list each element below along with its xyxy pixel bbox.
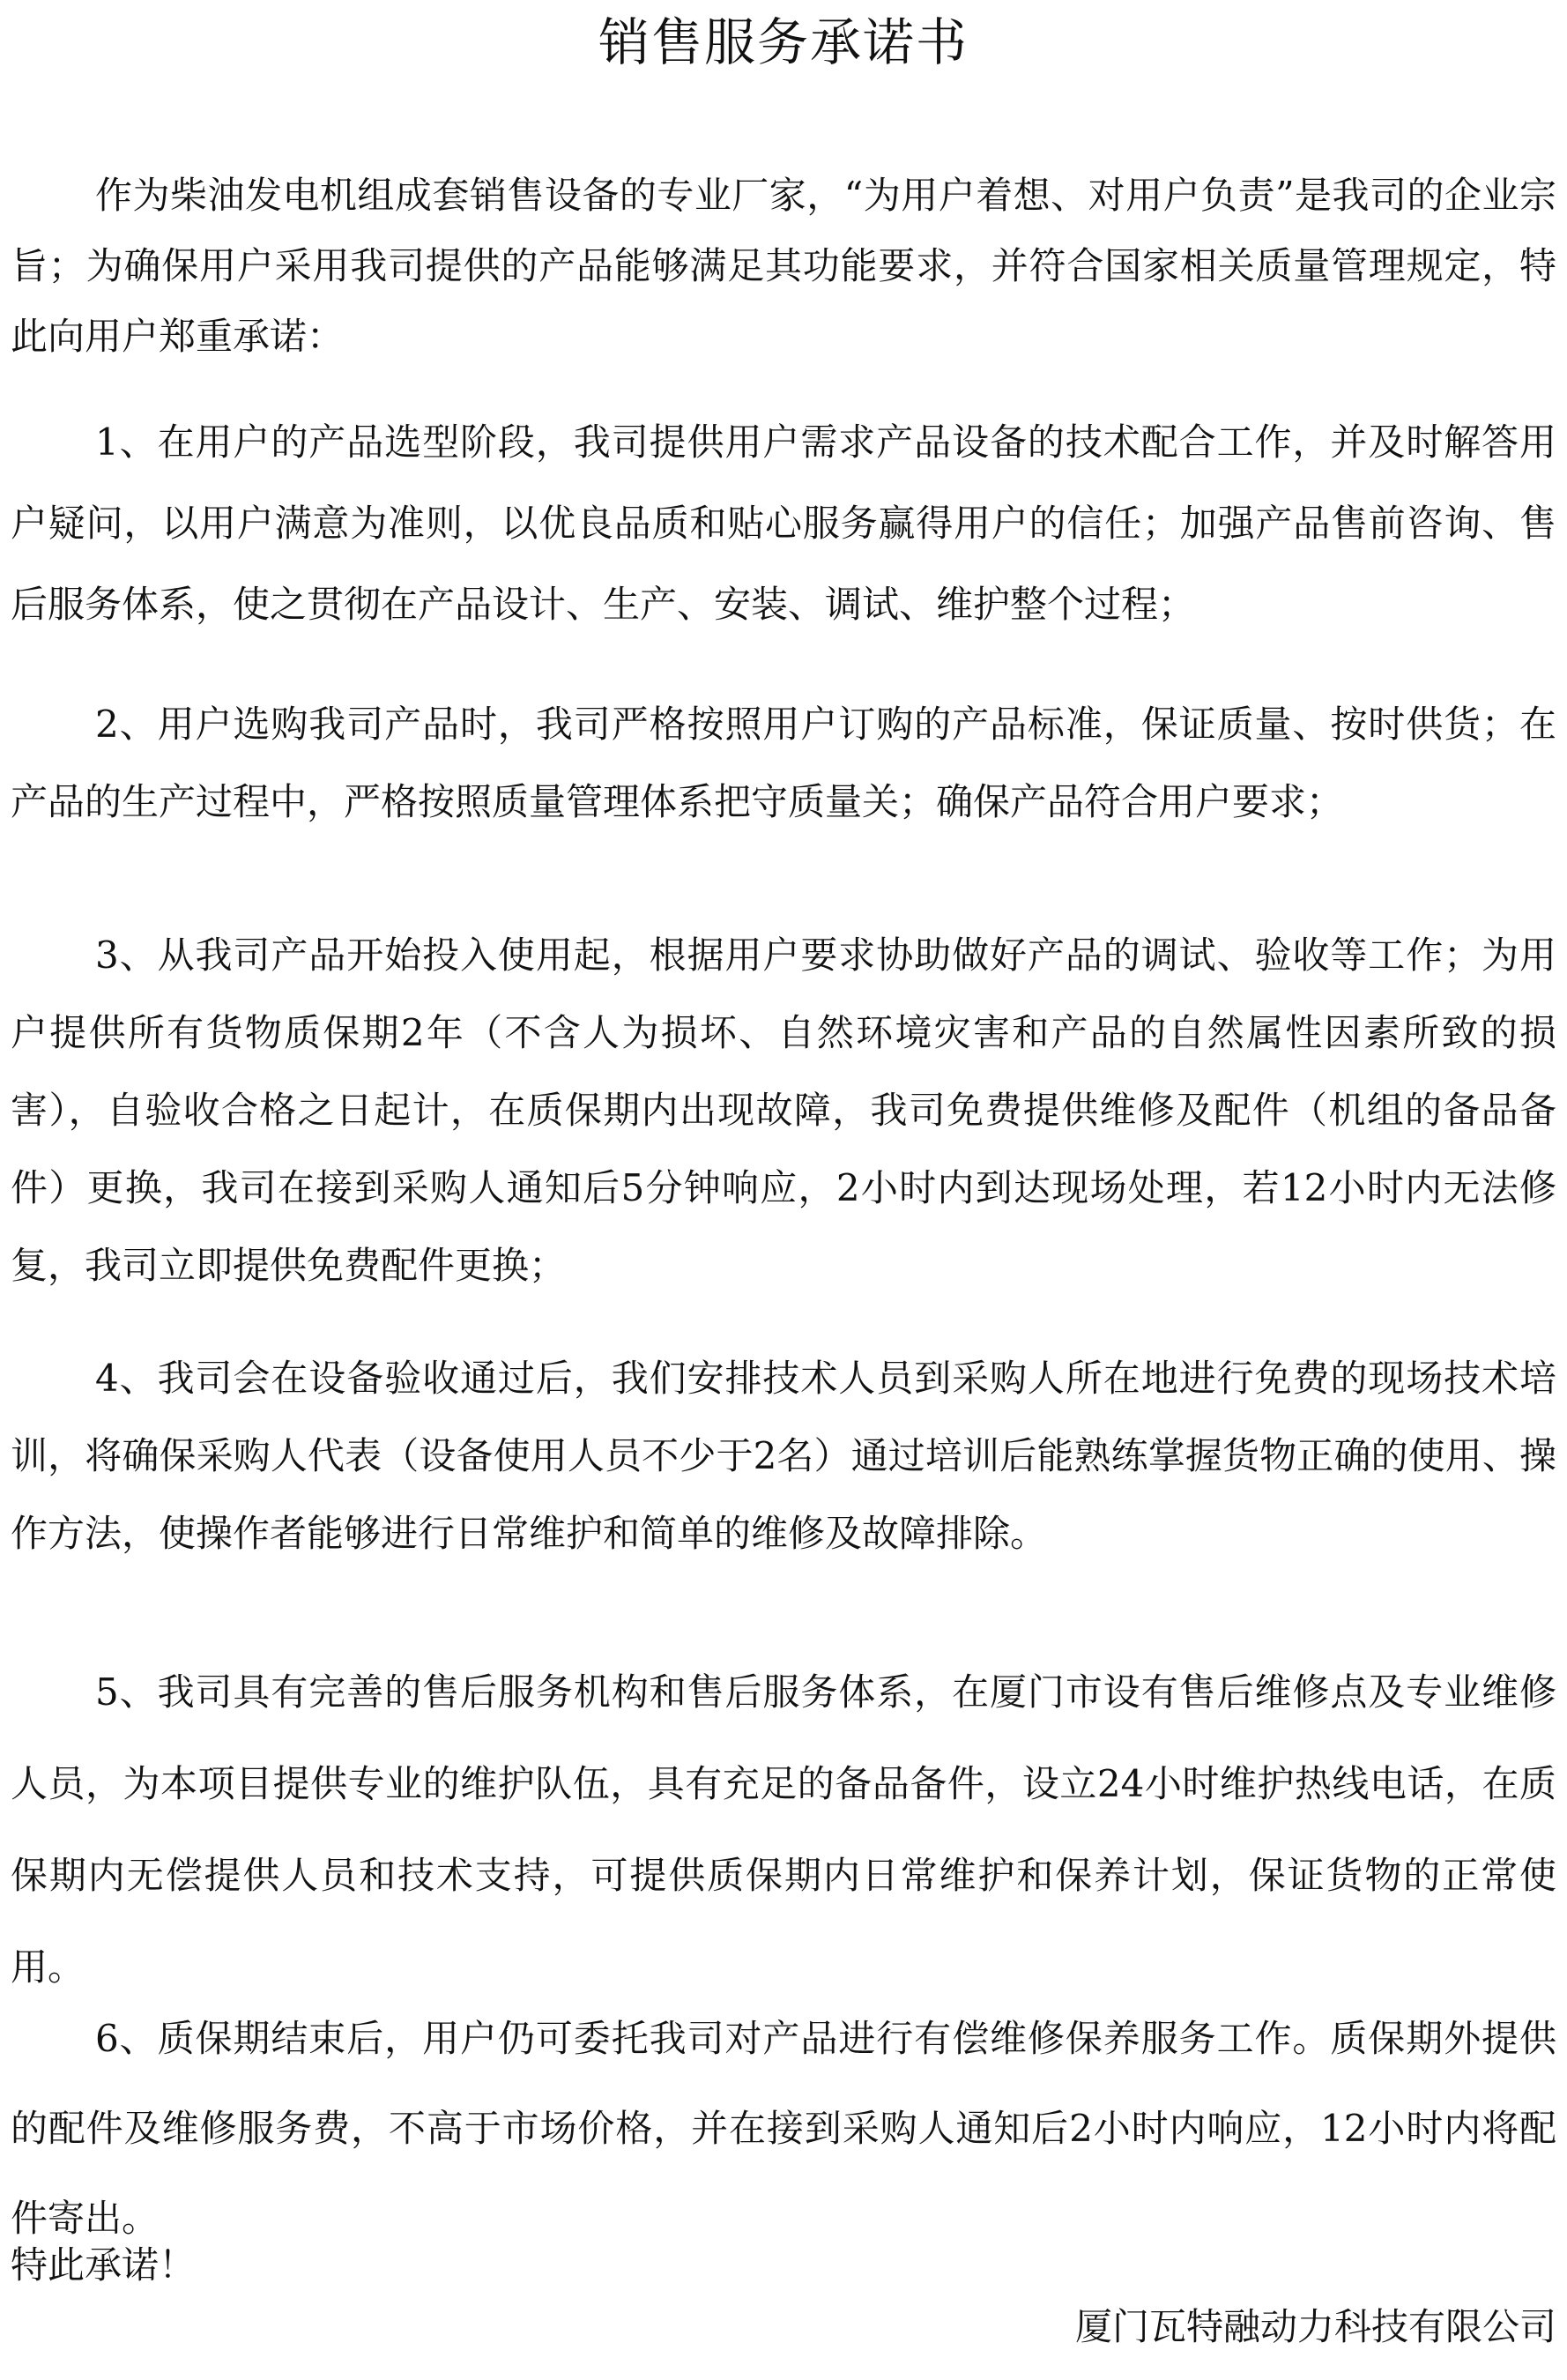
commitment-item-4: 4、我司会在设备验收通过后，我们安排技术人员到采购人所在地进行免费的现场技术培训，将确保采购人代表（设备使用人员不少于2名）通过培训后能熟练掌握货物正确的使用、操作方法，使操作者能够进行日常维护和简单的维修及故障排除。 — [11, 1357, 1556, 1555]
commitment-item-1: 1、在用户的产品选型阶段，我司提供用户需求产品设备的技术配合工作，并及时解答用户疑问，以用户满意为准则，以优良品质和贴心服务赢得用户的信任；加强产品售前咨询、售后服务体系，使之贯彻在产品设计、生产、安装、调试、维护整个过程； — [11, 420, 1556, 626]
commitment-item-2: 2、用户选购我司产品时，我司严格按照用户订购的产品标准，保证质量、按时供货；在产品的生产过程中，严格按照质量管理体系把守质量关；确保产品符合用户要求； — [11, 703, 1556, 823]
document-title: 销售服务承诺书 — [598, 12, 969, 72]
company-signature: 厦门瓦特融动力科技有限公司 — [1074, 2305, 1556, 2348]
commitment-item-5: 5、我司具有完善的售后服务机构和售后服务体系，在厦门市设有售后维修点及专业维修人员，为本项目提供专业的维护队伍，具有充足的备品备件，设立24小时维护热线电话，在质保期内无偿提供人员和技术支持，可提供质保期内日常维护和保养计划，保证货物的正常使用。 — [11, 1670, 1556, 1989]
closing-statement: 特此承诺！ — [11, 2243, 197, 2287]
commitment-item-6: 6、质保期结束后，用户仍可委托我司对产品进行有偿维修保养服务工作。质保期外提供的配件及维修服务费，不高于市场价格，并在接到采购人通知后2小时内响应，12小时内将配件寄出。 — [11, 2017, 1556, 2240]
commitment-item-3: 3、从我司产品开始投入使用起，根据用户要求协助做好产品的调试、验收等工作；为用户提供所有货物质保期2年（不含人为损坏、自然环境灾害和产品的自然属性因素所致的损害），自验收合格之日起计，在质保期内出现故障，我司免费提供维修及配件（机组的备品备件）更换，我司在接到采购人通知后5分钟响应，2小时内到达现场处理，若12小时内无法修复，我司立即提供免费配件更换； — [11, 933, 1556, 1287]
intro-paragraph: 作为柴油发电机组成套销售设备的专业厂家，“为用户着想、对用户负责”是我司的企业宗旨；为确保用户采用我司提供的产品能够满足其功能要求，并符合国家相关质量管理规定，特此向用户郑重承诺： — [11, 174, 1556, 358]
